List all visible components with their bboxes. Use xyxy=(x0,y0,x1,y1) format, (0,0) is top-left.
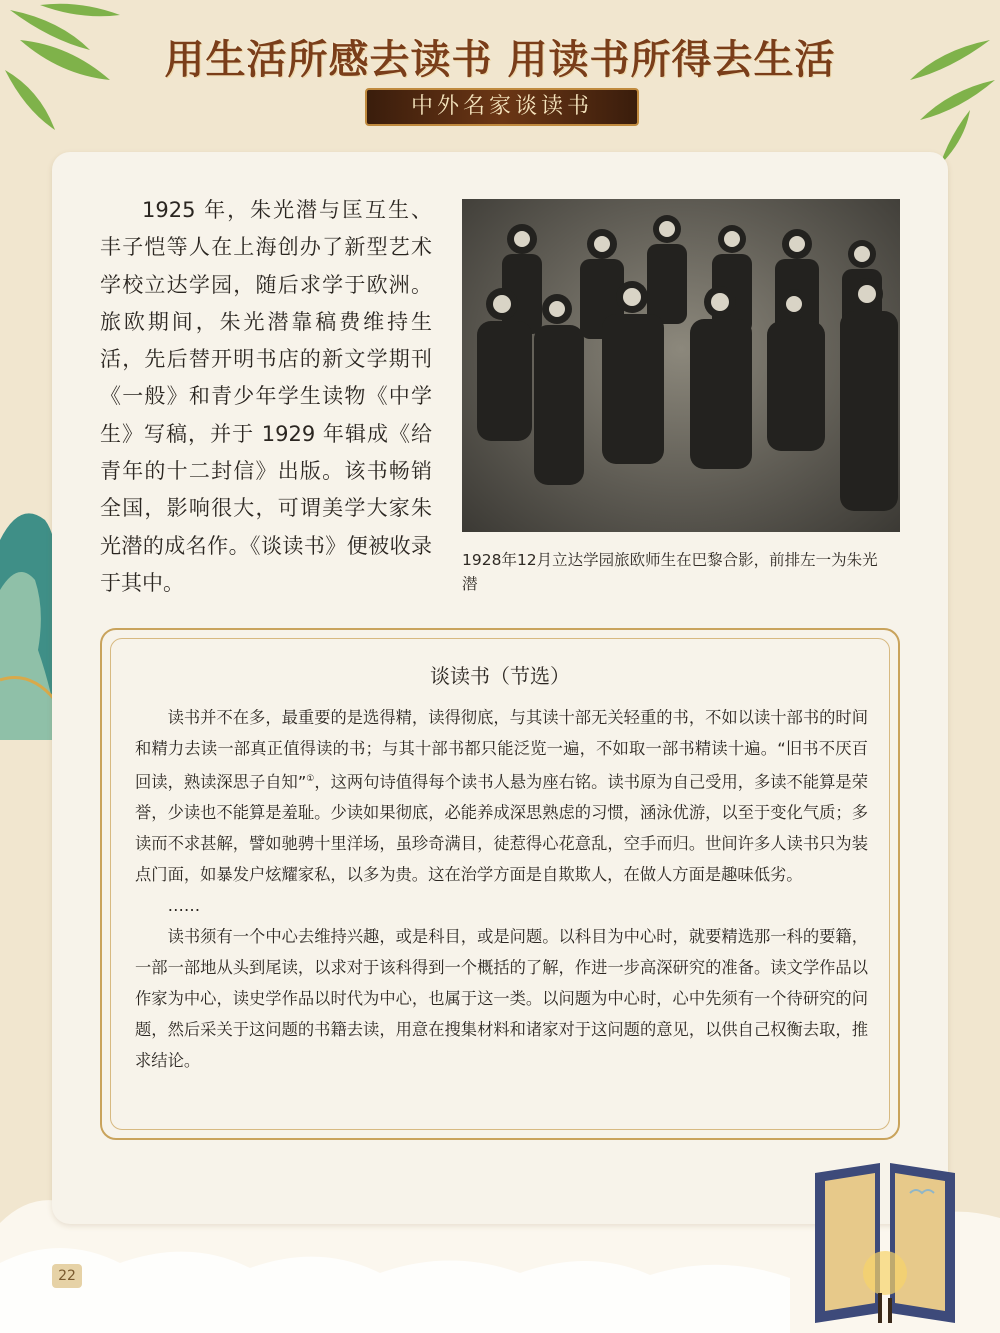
intro-text: 1925 年，朱光潜与匡互生、丰子恺等人在上海创办了新型艺术学校立达学园，随后求学于欧洲。旅欧期间，朱光潜靠稿费维持生活，先后替开明书店的新文学期刊《一般》和青少年学生读物《中学生》写稿，并于 1929 年辑成《给青年的十二封信》出版。该书畅销全国，影响很大，可谓美学大家朱光潜的成名作。《谈读书》便被收录于其中。 xyxy=(100,198,432,595)
photo-caption: 1928年12月立达学园旅欧师生在巴黎合影，前排左一为朱光潜 xyxy=(462,551,878,593)
footnote-marker: ① xyxy=(306,774,315,784)
excerpt-body xyxy=(135,702,868,1076)
excerpt-title: 谈读书（节选） xyxy=(430,664,570,688)
page-number: 22 xyxy=(52,1264,82,1288)
excerpt-ellipsis: …… xyxy=(167,896,201,916)
group-photo xyxy=(462,199,900,532)
intro-paragraph xyxy=(100,192,432,602)
excerpt-paragraph-1 xyxy=(135,702,868,890)
excerpt-paragraph-2: 读书须有一个中心去维持兴趣，或是科目，或是问题。以科目为中心时，就要精选那一科的要籍，一部一部地从头到尾读，以求对于该科得到一个概括的了解，作进一步高深研究的准备。读文学作品以作家为中心，读史学作品以时代为中心，也属于这一类。以问题为中心时，心中先须有一个待研究的问题，然后采关于这问题的书籍去读，用意在搜集材料和诸家对于这问题的意见，以供自己权衡去取，推求结论。 xyxy=(135,927,868,1071)
excerpt-text: ，这两句诗值得每个读书人悬为座右铭。读书原为自己受用，多读不能算是荣誉，少读也不能算是羞耻。少读如果彻底，必能养成深思熟虑的习惯，涵泳优游，以至于变化气质；多读而不求甚解，譬如驰骋十里洋场，虽珍奇满目，徒惹得心花意乱，空手而归。世间许多人读书只为装点门面，如暴发户炫耀家私，以多为贵。这在治学方面是自欺欺人，在做人方面是趣味低劣。 xyxy=(135,772,868,885)
page-title: 用生活所感去读书 用读书所得去生活 xyxy=(164,37,836,83)
excerpt-text: 读书并不在多，最重要的是选得精，读得彻底，与其读十部无关轻重的书，不如以读十部书的时间和精力去读一部真正值得读的书；与其十部书都只能泛览一遍，不如取一部书精读十遍。“旧书不厌百回读，熟读深思子自知” xyxy=(135,708,868,792)
section-subtitle: 中外名家谈读书 xyxy=(365,88,639,126)
open-book-icon xyxy=(800,1153,970,1333)
